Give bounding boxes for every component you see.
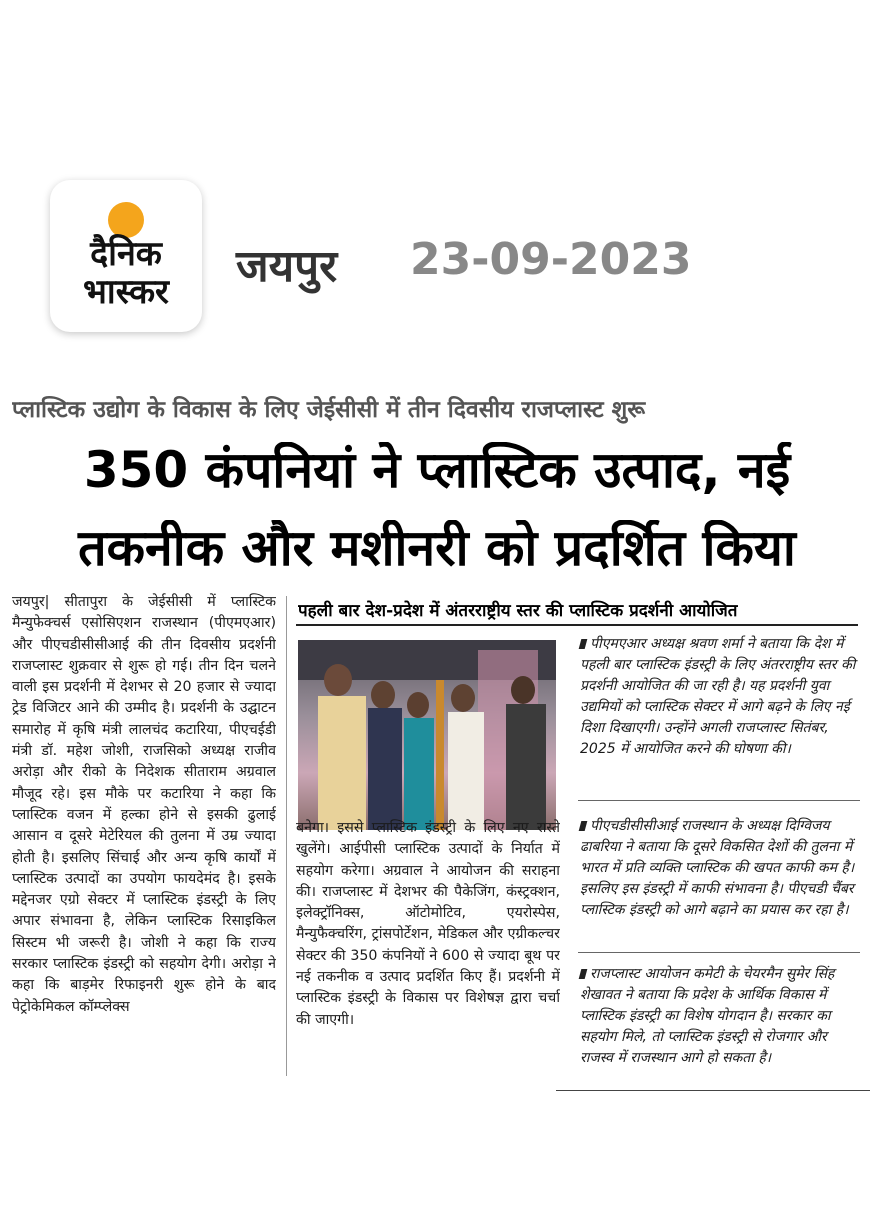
sun-icon [108, 202, 144, 238]
bottom-rule [556, 1090, 870, 1091]
logo-text-line1: दैनिक [90, 234, 162, 274]
article-kicker: प्लास्टिक उद्योग के विकास के लिए जेईसीसी में तीन दिवसीय राजप्लास्ट शुरू [12, 397, 646, 423]
headline-line-2: तकनीक और मशीनरी को प्रदर्शित किया [78, 520, 796, 576]
bullet-icon [579, 821, 588, 831]
side-note-1 [580, 634, 858, 760]
logo-text-line2: भास्कर [83, 272, 169, 312]
side-note-1-text: पीएमएआर अध्यक्ष श्रवण शर्मा ने बताया कि देश में पहली बार प्लास्टिक इंडस्ट्री के लिए अंतरराष्ट्रीय स्तर की प्रदर्शनी आयोजित की जा रही है। यह प्रदर्शनी युवा उद्यमियों को प्लास्टिक सेक्टर में आगे बढ़ने के लिए नई दिशा दिखाएगी। उन्होंने अगली राजप्लास्ट सितंबर, 2025 में आयोजित करने की घोषणा की। [580, 636, 856, 757]
column-divider [286, 596, 287, 1076]
bullet-icon [579, 639, 588, 649]
sub-headline: पहली बार देश-प्रदेश में अंतरराष्ट्रीय स्तर की प्लास्टिक प्रदर्शनी आयोजित [298, 601, 738, 621]
edition-city: जयपुर [236, 241, 338, 292]
side-note-2 [580, 816, 858, 921]
inauguration-photo [298, 640, 556, 830]
side-note-3-text: राजप्लास्ट आयोजन कमेटी के चेयरमैन सुमेर सिंह शेखावत ने बताया कि प्रदेश के आर्थिक विकास में प्लास्टिक इंडस्ट्री का विशेष योगदान है। सरकार का सहयोग मिले, तो प्लास्टिक इंडस्ट्री से रोजगार और राजस्व में राजस्थान आगे हो सकता है। [580, 966, 835, 1066]
photo-illustration [298, 640, 556, 830]
side-divider-1 [578, 800, 860, 801]
side-divider-2 [578, 952, 860, 953]
article-body-middle: बनेगा। इससे प्लास्टिक इंडस्ट्री के लिए नए रास्ते खुलेंगे। आईपीसी प्लास्टिक उत्पादों के निर्यात में सहयोग करेगा। अग्रवाल ने आयोजन की सराहना की। राजप्लास्ट में देशभर की पैकेजिंग, कंस्ट्रक्शन, इलेक्ट्रॉनिक्स, ऑटोमोटिव, एयरोस्पेस, मैन्युफैक्चरिंग, ट्रांसपोर्टेशन, मेडिकल और एग्रीकल्चर सेक्टर की 350 कंपनियों ने 600 से ज्यादा बूथ पर नई तकनीक व उत्पाद प्रदर्शित किए हैं। प्रदर्शनी में प्लास्टिक इंडस्ट्री के विकास पर विशेषज्ञ द्वारा चर्चा की जाएगी। [296, 820, 560, 1028]
side-note-2-text: पीएचडीसीसीआई राजस्थान के अध्यक्ष दिग्विजय ढाबरिया ने बताया कि दूसरे विकसित देशों की तुलना में भारत में प्रति व्यक्ति प्लास्टिक की खपत काफी कम है। इसलिए इस इंडस्ट्री में काफी संभावना है। पीएचडी चैंबर प्लास्टिक इंडस्ट्री को आगे बढ़ाने का प्रयास कर रहा है। [580, 818, 855, 918]
article-body-left: जयपुर| सीतापुरा के जेईसीसी में प्लास्टिक मैन्युफेक्चर्स एसोसिएशन राजस्थान (पीएमएआर) और पीएचडीसीसीआई की तीन दिवसीय प्रदर्शनी राजप्लास्ट शुक्रवार से शुरू हो गई। तीन दिन चलने वाली इस प्रदर्शनी में देशभर से 20 हजार से ज्यादा ट्रेड विजिटर आने की उम्मीद है। प्रदर्शनी के उद्घाटन समारोह में कृषि मंत्री लालचंद कटारिया, पीएचईडी मंत्री डॉ. महेश जोशी, राजसिको अध्यक्ष राजीव अरोड़ा और रीको के निदेशक सीताराम अग्रवाल मौजूद रहे। इस मौके पर कटारिया ने कहा कि प्लास्टिक वजन में हल्का होने से इसकी ढुलाई आसान व दूसरे मेटेरियल की तुलना में उम्र ज्यादा होती है। इसलिए सिंचाई और अन्य कृषि कार्यों में प्लास्टिक उत्पादों का उपयोग फायदेमंद है। इसके मद्देनजर एग्रो सेक्टर में प्लास्टिक इंडस्ट्री के लिए अपार संभावना है, लेकिन प्लास्टिक रिसाइकिल सिस्टम भी जरूरी है। जोशी ने कहा कि राज्य सरकार प्लास्टिक इंडस्ट्री को सहयोग देगी। अरोड़ा ने कहा कि बाड़मेर रिफाइनरी शुरू होने के बाद पेट्रोकेमिकल कॉम्प्लेक्स [12, 594, 276, 1015]
edition-date: 23-09-2023 [410, 234, 692, 285]
bullet-icon [579, 969, 588, 979]
side-note-3 [580, 964, 858, 1069]
dainik-bhaskar-logo [50, 180, 202, 332]
subhead-underline [296, 624, 858, 626]
headline-line-1: 350 कंपनियां ने प्लास्टिक उत्पाद, नई [83, 442, 791, 498]
